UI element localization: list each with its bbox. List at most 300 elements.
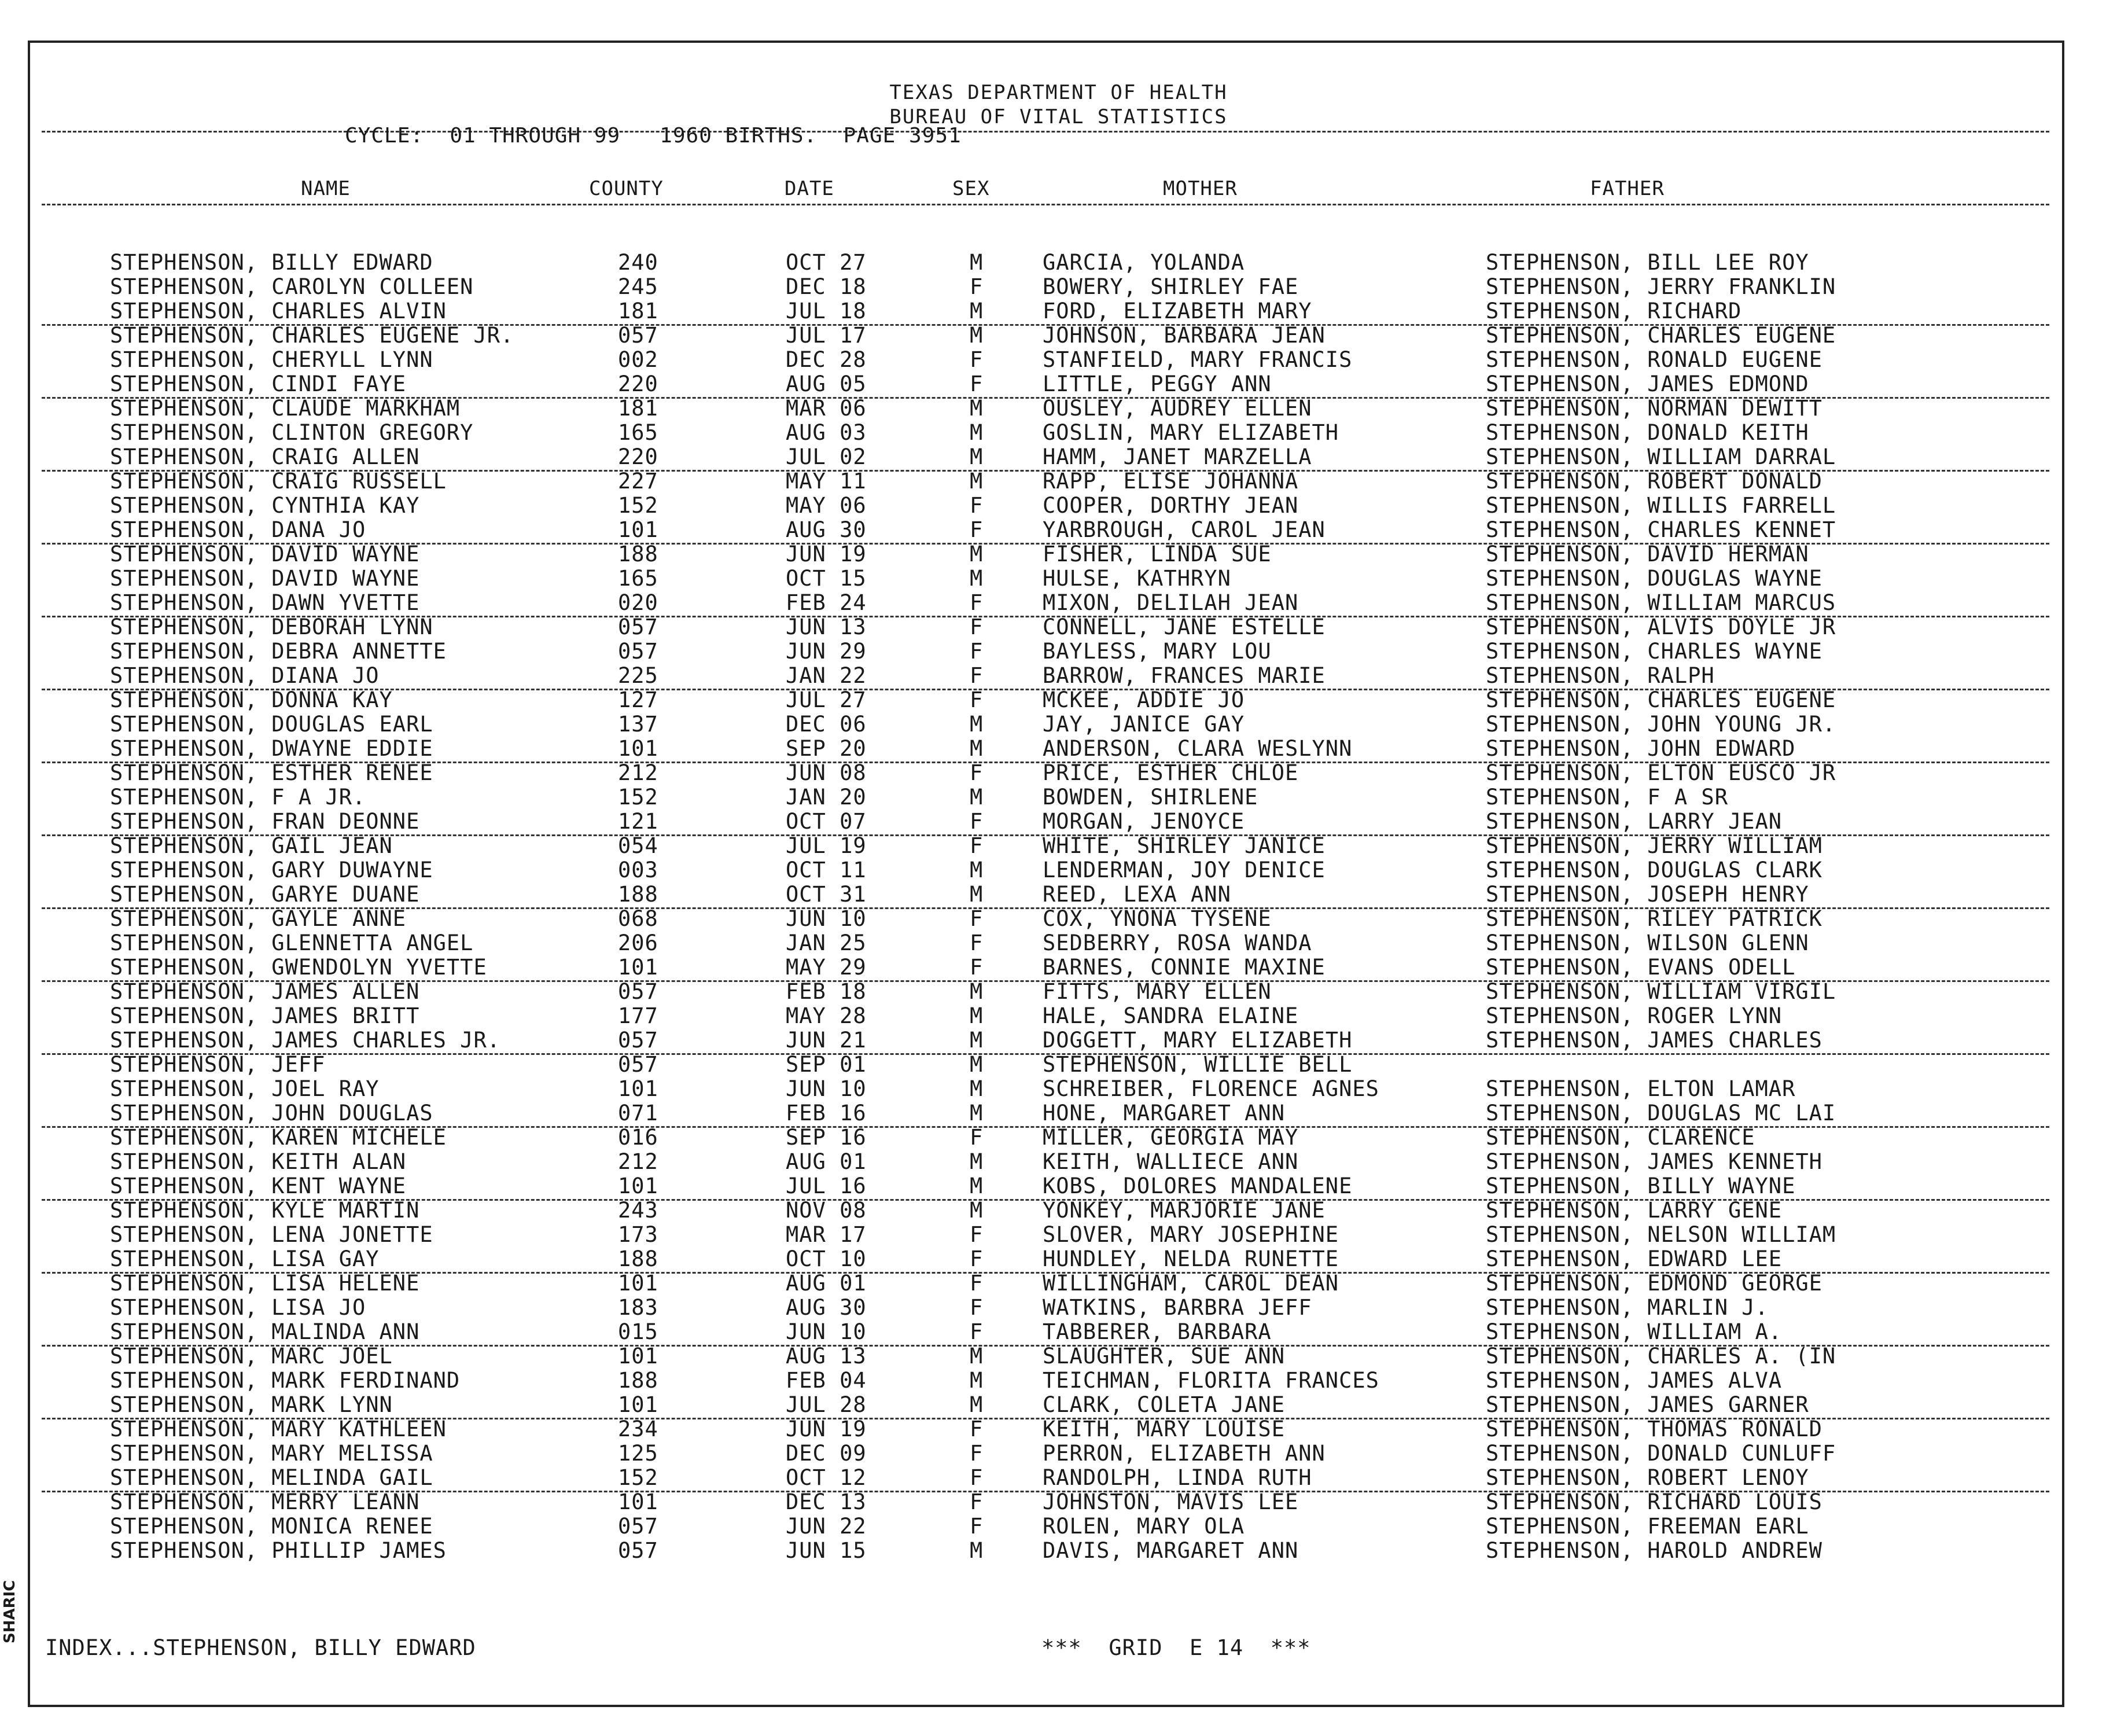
cell-name: STEPHENSON, GAYLE ANNE <box>110 906 407 931</box>
cell-name: STEPHENSON, LISA HELENE <box>110 1271 420 1296</box>
cell-name: STEPHENSON, CHARLES ALVIN <box>110 299 447 323</box>
department-title: TEXAS DEPARTMENT OF HEALTH <box>889 81 1228 104</box>
cell-date: DEC 09 <box>786 1441 867 1466</box>
cell-father: STEPHENSON, MARLIN J. <box>1486 1295 1769 1320</box>
table-row <box>0 590 2117 615</box>
cell-county: 173 <box>618 1222 658 1247</box>
cell-date: DEC 06 <box>786 712 867 737</box>
cell-date: JUN 19 <box>786 1417 867 1441</box>
cell-mother: KEITH, MARY LOUISE <box>1043 1417 1285 1441</box>
cell-father: STEPHENSON, LARRY JEAN <box>1486 809 1783 834</box>
table-row <box>0 1101 2117 1125</box>
cell-county: 220 <box>618 444 658 469</box>
cell-father: STEPHENSON, ALVIS DOYLE JR <box>1486 615 1836 639</box>
cell-mother: SCHREIBER, FLORENCE AGNES <box>1043 1076 1379 1101</box>
cell-date: FEB 24 <box>786 590 867 615</box>
cell-mother: BARNES, CONNIE MAXINE <box>1043 955 1326 980</box>
cell-name: STEPHENSON, MERRY LEANN <box>110 1489 420 1514</box>
cell-sex: F <box>970 663 984 688</box>
cell-date: OCT 07 <box>786 809 867 834</box>
cell-father: STEPHENSON, ELTON LAMAR <box>1486 1076 1796 1101</box>
cell-father: STEPHENSON, WILLIAM A. <box>1486 1319 1783 1344</box>
cell-sex: F <box>970 615 984 639</box>
cell-name: STEPHENSON, CHARLES EUGENE JR. <box>110 323 514 348</box>
cell-sex: F <box>970 760 984 785</box>
cell-sex: M <box>970 1003 984 1028</box>
cell-name: STEPHENSON, LISA JO <box>110 1295 366 1320</box>
cell-name: STEPHENSON, GLENNETTA ANGEL <box>110 930 474 955</box>
cell-father: STEPHENSON, RILEY PATRICK <box>1486 906 1823 931</box>
table-row <box>0 930 2117 955</box>
cell-date: JUN 10 <box>786 1076 867 1101</box>
table-row <box>0 639 2117 663</box>
cell-mother: HAMM, JANET MARZELLA <box>1043 444 1312 469</box>
table-row <box>0 1174 2117 1198</box>
cell-county: 188 <box>618 1368 658 1393</box>
cell-name: STEPHENSON, DANA JO <box>110 517 366 542</box>
cell-sex: F <box>970 639 984 664</box>
table-row <box>0 566 2117 590</box>
table-row <box>0 1149 2117 1174</box>
cell-father: STEPHENSON, CHARLES EUGENE <box>1486 687 1836 712</box>
cell-father: STEPHENSON, JAMES GARNER <box>1486 1392 1809 1417</box>
cell-date: AUG 30 <box>786 517 867 542</box>
table-row <box>0 250 2117 274</box>
cell-date: AUG 13 <box>786 1344 867 1369</box>
cell-date: JUL 27 <box>786 687 867 712</box>
cell-father: STEPHENSON, CHARLES EUGENE <box>1486 323 1836 348</box>
cell-sex: M <box>970 1149 984 1174</box>
cell-date: MAY 06 <box>786 493 867 518</box>
cell-mother: HULSE, KATHRYN <box>1043 566 1231 591</box>
table-row <box>0 1028 2117 1052</box>
cell-mother: TABBERER, BARBARA <box>1043 1319 1272 1344</box>
cell-county: 101 <box>618 955 658 980</box>
table-row <box>0 469 2117 493</box>
cell-name: STEPHENSON, MONICA RENEE <box>110 1514 433 1539</box>
table-row <box>0 1514 2117 1538</box>
cell-county: 101 <box>618 1344 658 1369</box>
cell-name: STEPHENSON, JAMES ALLEN <box>110 979 420 1004</box>
cell-father: STEPHENSON, EDWARD LEE <box>1486 1246 1783 1271</box>
index-line: INDEX...STEPHENSON, BILLY EDWARD <box>45 1635 476 1660</box>
cell-father: STEPHENSON, JAMES EDMOND <box>1486 372 1809 396</box>
cell-name: STEPHENSON, GARY DUWAYNE <box>110 858 433 882</box>
cell-mother: SLOVER, MARY JOSEPHINE <box>1043 1222 1339 1247</box>
cell-sex: M <box>970 420 984 445</box>
cell-name: STEPHENSON, DAWN YVETTE <box>110 590 420 615</box>
cell-name: STEPHENSON, MALINDA ANN <box>110 1319 420 1344</box>
cell-father: STEPHENSON, WILLIAM VIRGIL <box>1486 979 1836 1004</box>
table-row <box>0 323 2117 347</box>
cell-sex: M <box>970 882 984 907</box>
cell-date: FEB 04 <box>786 1368 867 1393</box>
cell-name: STEPHENSON, KYLE MARTIN <box>110 1198 420 1223</box>
table-row <box>0 1441 2117 1465</box>
cell-date: JUL 02 <box>786 444 867 469</box>
cell-date: JUN 21 <box>786 1028 867 1053</box>
cell-name: STEPHENSON, F A JR. <box>110 785 366 810</box>
cell-date: JAN 22 <box>786 663 867 688</box>
cell-county: 243 <box>618 1198 658 1223</box>
cell-date: AUG 01 <box>786 1149 867 1174</box>
cell-date: JAN 20 <box>786 785 867 810</box>
cell-mother: SLAUGHTER, SUE ANN <box>1043 1344 1285 1369</box>
cell-name: STEPHENSON, MELINDA GAIL <box>110 1465 433 1490</box>
bureau-title: BUREAU OF VITAL STATISTICS <box>889 105 1228 128</box>
cell-name: STEPHENSON, DOUGLAS EARL <box>110 712 433 737</box>
cell-mother: WILLINGHAM, CAROL DEAN <box>1043 1271 1339 1296</box>
cell-date: JUN 19 <box>786 542 867 567</box>
cell-sex: M <box>970 469 984 494</box>
cell-name: STEPHENSON, JAMES CHARLES JR. <box>110 1028 501 1053</box>
cell-county: 057 <box>618 323 658 348</box>
cell-name: STEPHENSON, CHERYLL LYNN <box>110 347 433 372</box>
cell-name: STEPHENSON, LENA JONETTE <box>110 1222 433 1247</box>
cell-date: OCT 10 <box>786 1246 867 1271</box>
cell-father: STEPHENSON, NELSON WILLIAM <box>1486 1222 1836 1247</box>
cell-name: STEPHENSON, DIANA JO <box>110 663 380 688</box>
cell-name: STEPHENSON, ESTHER RENEE <box>110 760 433 785</box>
cell-sex: F <box>970 1514 984 1539</box>
cell-mother: CONNELL, JANE ESTELLE <box>1043 615 1326 639</box>
cell-sex: M <box>970 566 984 591</box>
cell-father: STEPHENSON, WILSON GLENN <box>1486 930 1809 955</box>
cell-sex: F <box>970 1441 984 1466</box>
cell-date: DEC 18 <box>786 274 867 299</box>
cell-father: STEPHENSON, CHARLES WAYNE <box>1486 639 1823 664</box>
cell-sex: M <box>970 542 984 567</box>
cell-sex: F <box>970 1417 984 1441</box>
cell-date: FEB 18 <box>786 979 867 1004</box>
cell-county: 188 <box>618 542 658 567</box>
table-row <box>0 517 2117 542</box>
cell-name: STEPHENSON, GARYE DUANE <box>110 882 420 907</box>
table-row <box>0 372 2117 396</box>
cell-father: STEPHENSON, JERRY WILLIAM <box>1486 833 1823 858</box>
grid-reference: *** GRID E 14 *** <box>1041 1635 1311 1660</box>
cell-name: STEPHENSON, CRAIG RUSSELL <box>110 469 447 494</box>
cell-father: STEPHENSON, ROGER LYNN <box>1486 1003 1783 1028</box>
cell-date: AUG 01 <box>786 1271 867 1296</box>
cell-father: STEPHENSON, F A SR <box>1486 785 1728 810</box>
cell-name: STEPHENSON, KENT WAYNE <box>110 1174 407 1198</box>
cell-county: 121 <box>618 809 658 834</box>
cell-mother: DOGGETT, MARY ELIZABETH <box>1043 1028 1353 1053</box>
cell-sex: M <box>970 1101 984 1126</box>
cell-mother: MILLER, GEORGIA MAY <box>1043 1125 1299 1150</box>
cell-name: STEPHENSON, BILLY EDWARD <box>110 250 433 275</box>
table-row <box>0 1319 2117 1344</box>
cell-father: STEPHENSON, RONALD EUGENE <box>1486 347 1823 372</box>
cell-sex: F <box>970 1222 984 1247</box>
cell-mother: COOPER, DORTHY JEAN <box>1043 493 1299 518</box>
cell-mother: YARBROUGH, CAROL JEAN <box>1043 517 1326 542</box>
table-row <box>0 663 2117 687</box>
cell-father: STEPHENSON, BILL LEE ROY <box>1486 250 1809 275</box>
cell-mother: ROLEN, MARY OLA <box>1043 1514 1245 1539</box>
cell-father: STEPHENSON, THOMAS RONALD <box>1486 1417 1823 1441</box>
cell-county: 225 <box>618 663 658 688</box>
cell-mother: SEDBERRY, ROSA WANDA <box>1043 930 1312 955</box>
cell-sex: M <box>970 444 984 469</box>
cell-father: STEPHENSON, JOHN YOUNG JR. <box>1486 712 1836 737</box>
table-row <box>0 833 2117 858</box>
table-row <box>0 1417 2117 1441</box>
cell-sex: M <box>970 1344 984 1369</box>
cell-county: 101 <box>618 517 658 542</box>
cell-county: 101 <box>618 1392 658 1417</box>
cell-sex: F <box>970 1295 984 1320</box>
cell-father: STEPHENSON, ROBERT DONALD <box>1486 469 1823 494</box>
cell-sex: F <box>970 517 984 542</box>
cell-sex: F <box>970 1465 984 1490</box>
cell-father: STEPHENSON, EDMOND GEORGE <box>1486 1271 1823 1296</box>
cell-county: 206 <box>618 930 658 955</box>
cell-name: STEPHENSON, CLINTON GREGORY <box>110 420 474 445</box>
header-rule <box>42 131 2049 133</box>
cell-mother: REED, LEXA ANN <box>1043 882 1231 907</box>
cell-father: STEPHENSON, ROBERT LENOY <box>1486 1465 1809 1490</box>
table-row <box>0 858 2117 882</box>
cell-mother: RAPP, ELISE JOHANNA <box>1043 469 1299 494</box>
cell-mother: HONE, MARGARET ANN <box>1043 1101 1285 1126</box>
cell-mother: RANDOLPH, LINDA RUTH <box>1043 1465 1312 1490</box>
cell-county: 054 <box>618 833 658 858</box>
cell-father: STEPHENSON, EVANS ODELL <box>1486 955 1796 980</box>
cell-date: MAY 11 <box>786 469 867 494</box>
cell-date: AUG 30 <box>786 1295 867 1320</box>
cell-sex: F <box>970 493 984 518</box>
cell-name: STEPHENSON, MARC JOEL <box>110 1344 393 1369</box>
cell-mother: LENDERMAN, JOY DENICE <box>1043 858 1326 882</box>
cell-mother: BARROW, FRANCES MARIE <box>1043 663 1326 688</box>
cell-county: 127 <box>618 687 658 712</box>
cell-father: STEPHENSON, RALPH <box>1486 663 1715 688</box>
cell-date: JUL 19 <box>786 833 867 858</box>
table-row <box>0 1125 2117 1149</box>
table-row <box>0 1246 2117 1271</box>
cell-father: STEPHENSON, DOUGLAS CLARK <box>1486 858 1823 882</box>
cell-county: 152 <box>618 1465 658 1490</box>
table-row <box>0 1368 2117 1392</box>
table-row <box>0 347 2117 372</box>
cell-father: STEPHENSON, CLARENCE <box>1486 1125 1755 1150</box>
cell-name: STEPHENSON, CYNTHIA KAY <box>110 493 420 518</box>
cell-mother: LITTLE, PEGGY ANN <box>1043 372 1272 396</box>
cell-name: STEPHENSON, DEBORAH LYNN <box>110 615 433 639</box>
cell-name: STEPHENSON, CINDI FAYE <box>110 372 407 396</box>
cell-county: 015 <box>618 1319 658 1344</box>
cell-name: STEPHENSON, KEITH ALAN <box>110 1149 407 1174</box>
cell-county: 068 <box>618 906 658 931</box>
cell-county: 152 <box>618 493 658 518</box>
cell-name: STEPHENSON, CAROLYN COLLEEN <box>110 274 474 299</box>
cell-date: JUN 29 <box>786 639 867 664</box>
cell-mother: PERRON, ELIZABETH ANN <box>1043 1441 1326 1466</box>
cell-name: STEPHENSON, CLAUDE MARKHAM <box>110 396 461 421</box>
cell-name: STEPHENSON, JOHN DOUGLAS <box>110 1101 433 1126</box>
cell-name: STEPHENSON, KAREN MICHELE <box>110 1125 447 1150</box>
cell-sex: M <box>970 979 984 1004</box>
cell-name: STEPHENSON, LISA GAY <box>110 1246 380 1271</box>
cell-mother: GARCIA, YOLANDA <box>1043 250 1245 275</box>
cell-mother: JOHNSON, BARBARA JEAN <box>1043 323 1326 348</box>
cell-name: STEPHENSON, GWENDOLYN YVETTE <box>110 955 487 980</box>
cell-name: STEPHENSON, JOEL RAY <box>110 1076 380 1101</box>
cell-date: OCT 12 <box>786 1465 867 1490</box>
cell-date: OCT 15 <box>786 566 867 591</box>
cell-sex: F <box>970 1271 984 1296</box>
cell-father: STEPHENSON, DOUGLAS WAYNE <box>1486 566 1823 591</box>
cell-father: STEPHENSON, CHARLES KENNET <box>1486 517 1836 542</box>
cell-mother: OUSLEY, AUDREY ELLEN <box>1043 396 1312 421</box>
cell-sex: F <box>970 1319 984 1344</box>
cell-mother: DAVIS, MARGARET ANN <box>1043 1538 1299 1563</box>
cell-date: JUN 10 <box>786 1319 867 1344</box>
table-row <box>0 396 2117 420</box>
table-row <box>0 882 2117 906</box>
table-row <box>0 1076 2117 1101</box>
cell-sex: F <box>970 906 984 931</box>
cell-name: STEPHENSON, CRAIG ALLEN <box>110 444 420 469</box>
cell-sex: M <box>970 396 984 421</box>
cell-county: 057 <box>618 1028 658 1053</box>
side-stamp: SHARIC <box>1 1580 19 1643</box>
cell-father: STEPHENSON, JAMES ALVA <box>1486 1368 1783 1393</box>
column-header-rule <box>42 204 2049 205</box>
cell-county: 057 <box>618 979 658 1004</box>
cell-father: STEPHENSON, WILLIAM DARRAL <box>1486 444 1836 469</box>
cell-sex: M <box>970 858 984 882</box>
cell-mother: BOWERY, SHIRLEY FAE <box>1043 274 1299 299</box>
cell-sex: M <box>970 736 984 761</box>
table-row <box>0 1489 2117 1514</box>
cell-county: 245 <box>618 274 658 299</box>
cell-county: 165 <box>618 420 658 445</box>
cell-sex: M <box>970 1076 984 1101</box>
cell-county: 177 <box>618 1003 658 1028</box>
cell-name: STEPHENSON, MARK LYNN <box>110 1392 393 1417</box>
cell-mother: CLARK, COLETA JANE <box>1043 1392 1285 1417</box>
cell-sex: M <box>970 1028 984 1053</box>
cell-date: JUN 22 <box>786 1514 867 1539</box>
table-row <box>0 1003 2117 1028</box>
table-row <box>0 299 2117 323</box>
cell-sex: F <box>970 1489 984 1514</box>
cell-county: 071 <box>618 1101 658 1126</box>
cell-county: 002 <box>618 347 658 372</box>
cell-date: NOV 08 <box>786 1198 867 1223</box>
cell-sex: F <box>970 590 984 615</box>
cell-date: MAY 28 <box>786 1003 867 1028</box>
cell-sex: M <box>970 1392 984 1417</box>
cell-county: 101 <box>618 1489 658 1514</box>
cell-sex: M <box>970 250 984 275</box>
cell-county: 125 <box>618 1441 658 1466</box>
table-row <box>0 493 2117 517</box>
table-row <box>0 760 2117 785</box>
cell-county: 165 <box>618 566 658 591</box>
cell-sex: F <box>970 372 984 396</box>
cell-county: 137 <box>618 712 658 737</box>
cell-father: STEPHENSON, RICHARD <box>1486 299 1742 323</box>
cell-sex: F <box>970 347 984 372</box>
cell-county: 181 <box>618 396 658 421</box>
cell-mother: WHITE, SHIRLEY JANICE <box>1043 833 1326 858</box>
cell-mother: KOBS, DOLORES MANDALENE <box>1043 1174 1353 1198</box>
column-header-county: COUNTY <box>589 177 664 200</box>
cell-father: STEPHENSON, JERRY FRANKLIN <box>1486 274 1836 299</box>
cell-date: JUL 18 <box>786 299 867 323</box>
cell-county: 152 <box>618 785 658 810</box>
table-row <box>0 444 2117 469</box>
cell-mother: MORGAN, JENOYCE <box>1043 809 1245 834</box>
cell-date: MAR 06 <box>786 396 867 421</box>
table-row <box>0 274 2117 299</box>
cell-name: STEPHENSON, DAVID WAYNE <box>110 542 420 567</box>
cell-father: STEPHENSON, DONALD CUNLUFF <box>1486 1441 1836 1466</box>
cell-name: STEPHENSON, MARY KATHLEEN <box>110 1417 447 1441</box>
cell-sex: M <box>970 1538 984 1563</box>
cell-county: 101 <box>618 736 658 761</box>
cell-father: STEPHENSON, JAMES CHARLES <box>1486 1028 1823 1053</box>
cell-mother: COX, YNONA TYSENE <box>1043 906 1272 931</box>
cell-father: STEPHENSON, BILLY WAYNE <box>1486 1174 1796 1198</box>
cell-name: STEPHENSON, DEBRA ANNETTE <box>110 639 447 664</box>
cell-name: STEPHENSON, FRAN DEONNE <box>110 809 420 834</box>
cell-mother: FORD, ELIZABETH MARY <box>1043 299 1312 323</box>
cell-county: 057 <box>618 639 658 664</box>
cell-father: STEPHENSON, LARRY GENE <box>1486 1198 1783 1223</box>
cell-name: STEPHENSON, GAIL JEAN <box>110 833 393 858</box>
cell-name: STEPHENSON, MARK FERDINAND <box>110 1368 461 1393</box>
cell-date: SEP 01 <box>786 1052 867 1077</box>
cell-county: 220 <box>618 372 658 396</box>
table-row <box>0 615 2117 639</box>
cell-sex: M <box>970 1052 984 1077</box>
table-row <box>0 1271 2117 1295</box>
cell-date: OCT 27 <box>786 250 867 275</box>
cell-father: STEPHENSON, DONALD KEITH <box>1486 420 1809 445</box>
cell-mother: ANDERSON, CLARA WESLYNN <box>1043 736 1353 761</box>
cell-county: 181 <box>618 299 658 323</box>
cell-county: 212 <box>618 760 658 785</box>
cell-mother: MCKEE, ADDIE JO <box>1043 687 1245 712</box>
cell-sex: M <box>970 299 984 323</box>
table-row <box>0 1052 2117 1076</box>
table-row <box>0 785 2117 809</box>
cell-county: 057 <box>618 1514 658 1539</box>
cell-name: STEPHENSON, JAMES BRITT <box>110 1003 420 1028</box>
table-row <box>0 1392 2117 1417</box>
table-row <box>0 809 2117 833</box>
cell-father: STEPHENSON, JOSEPH HENRY <box>1486 882 1809 907</box>
table-row <box>0 712 2117 736</box>
cell-father: STEPHENSON, HAROLD ANDREW <box>1486 1538 1823 1563</box>
cell-sex: M <box>970 1174 984 1198</box>
table-row <box>0 420 2117 444</box>
cell-father: STEPHENSON, RICHARD LOUIS <box>1486 1489 1823 1514</box>
cell-mother: STEPHENSON, WILLIE BELL <box>1043 1052 1353 1077</box>
cell-mother: TEICHMAN, FLORITA FRANCES <box>1043 1368 1379 1393</box>
cell-county: 101 <box>618 1174 658 1198</box>
cell-mother: GOSLIN, MARY ELIZABETH <box>1043 420 1339 445</box>
table-row <box>0 1538 2117 1562</box>
cell-county: 212 <box>618 1149 658 1174</box>
cell-date: JUN 15 <box>786 1538 867 1563</box>
cell-sex: F <box>970 930 984 955</box>
